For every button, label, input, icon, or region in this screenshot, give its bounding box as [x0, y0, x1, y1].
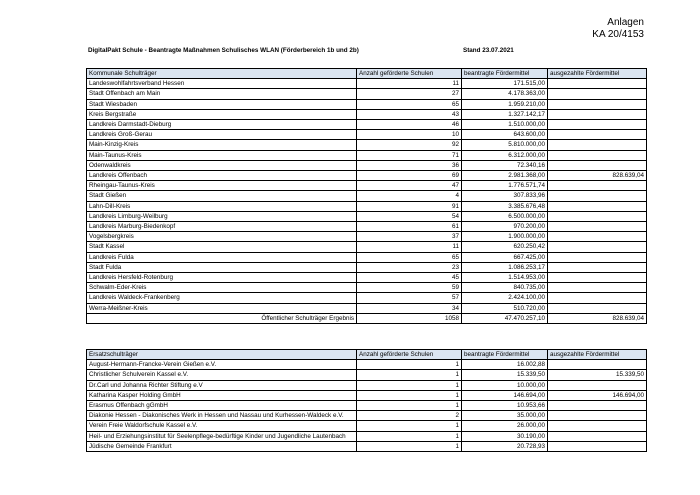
table-row	[87, 283, 647, 293]
provider-cell: Kreis Bergstraße	[87, 109, 357, 119]
paid-funds-cell	[548, 140, 647, 150]
schools-count-cell: Anzahl geförderte Schulen	[357, 350, 462, 360]
table-row	[87, 171, 647, 181]
paid-funds-cell	[548, 380, 647, 390]
schools-count-cell: 10	[357, 130, 462, 140]
table-row	[87, 262, 647, 272]
requested-funds-cell: 840.735,00	[462, 283, 548, 293]
schools-count-cell: 1	[357, 390, 462, 400]
schools-count-cell: 37	[357, 232, 462, 242]
schools-count-cell: 59	[357, 283, 462, 293]
schools-count-cell: 54	[357, 211, 462, 221]
provider-cell: Stadt Wiesbaden	[87, 99, 357, 109]
table-row	[87, 130, 647, 140]
provider-cell: Katharina Kasper Holding GmbH	[87, 390, 357, 400]
provider-cell: Christlicher Schulverein Kassel e.V.	[87, 370, 357, 380]
requested-funds-cell: 970.200,00	[462, 222, 548, 232]
requested-funds-cell: beantragte Fördermittel	[462, 350, 548, 360]
requested-funds-cell: 15.339,50	[462, 370, 548, 380]
provider-cell: Vogelsbergkreis	[87, 232, 357, 242]
total-row	[87, 313, 647, 323]
paid-funds-cell	[548, 120, 647, 130]
status-date: Stand 23.07.2021	[463, 47, 514, 54]
table-row	[87, 411, 647, 421]
public-school-providers-table	[86, 68, 647, 324]
requested-funds-cell: 3.385.676,48	[462, 201, 548, 211]
schools-count-cell: 71	[357, 150, 462, 160]
requested-funds-cell: 2.981.368,00	[462, 171, 548, 181]
schools-count-cell: 45	[357, 273, 462, 283]
paid-funds-cell	[548, 201, 647, 211]
requested-funds-cell: 2.424.100,00	[462, 293, 548, 303]
table-header-row	[87, 69, 647, 79]
requested-funds-cell: 667.425,00	[462, 252, 548, 262]
provider-cell: Stadt Fulda	[87, 262, 357, 272]
provider-cell: Öffentlicher Schulträger Ergebnis	[87, 313, 357, 323]
schools-count-cell: 1	[357, 401, 462, 411]
table-row	[87, 79, 647, 89]
schools-count-cell: 43	[357, 109, 462, 119]
paid-funds-cell	[548, 293, 647, 303]
provider-cell: Stadt Gießen	[87, 191, 357, 201]
annex-label: Anlagen	[607, 17, 644, 28]
table-row	[87, 99, 647, 109]
paid-funds-cell	[548, 150, 647, 160]
paid-funds-cell	[548, 79, 647, 89]
requested-funds-cell: 47.470.257,10	[462, 313, 548, 323]
provider-cell: Jüdische Gemeinde Frankfurt	[87, 441, 357, 451]
paid-funds-cell	[548, 242, 647, 252]
provider-cell: Odenwaldkreis	[87, 160, 357, 170]
schools-count-cell: 34	[357, 303, 462, 313]
paid-funds-cell: 828.639,04	[548, 171, 647, 181]
paid-funds-cell: 146.694,00	[548, 390, 647, 400]
provider-cell: Landkreis Hersfeld-Rotenburg	[87, 273, 357, 283]
table-row	[87, 232, 647, 242]
paid-funds-cell	[548, 431, 647, 441]
schools-count-cell: 1058	[357, 313, 462, 323]
table-row	[87, 150, 647, 160]
table-row	[87, 441, 647, 451]
table-row	[87, 120, 647, 130]
requested-funds-cell: 1.514.953,00	[462, 273, 548, 283]
table-row	[87, 211, 647, 221]
table-row	[87, 421, 647, 431]
requested-funds-cell: 1.510.000,00	[462, 120, 548, 130]
table-row	[87, 140, 647, 150]
annex-reference	[592, 17, 644, 41]
table-row	[87, 242, 647, 252]
requested-funds-cell: 1.327.142,17	[462, 109, 548, 119]
schools-count-cell: 46	[357, 120, 462, 130]
paid-funds-cell	[548, 411, 647, 421]
schools-count-cell: 11	[357, 79, 462, 89]
schools-count-cell: 11	[357, 242, 462, 252]
paid-funds-cell	[548, 109, 647, 119]
paid-funds-cell	[548, 99, 647, 109]
schools-count-cell: 1	[357, 431, 462, 441]
paid-funds-cell: 15.339,50	[548, 370, 647, 380]
schools-count-cell: 36	[357, 160, 462, 170]
schools-count-cell: 1	[357, 421, 462, 431]
requested-funds-cell: 643.600,00	[462, 130, 548, 140]
table-row	[87, 380, 647, 390]
provider-cell: Main-Kinzig-Kreis	[87, 140, 357, 150]
provider-cell: Stadt Offenbach am Main	[87, 89, 357, 99]
table-row	[87, 273, 647, 283]
table-row	[87, 293, 647, 303]
table-row	[87, 431, 647, 441]
schools-count-cell: 1	[357, 370, 462, 380]
paid-funds-cell: 828.639,04	[548, 313, 647, 323]
provider-cell: Landeswohlfahrtsverband Hessen	[87, 79, 357, 89]
provider-cell: Landkreis Darmstadt-Dieburg	[87, 120, 357, 130]
requested-funds-cell: 171.515,00	[462, 79, 548, 89]
schools-count-cell: 92	[357, 140, 462, 150]
paid-funds-cell	[548, 441, 647, 451]
provider-cell: Landkreis Offenbach	[87, 171, 357, 181]
paid-funds-cell	[548, 283, 647, 293]
paid-funds-cell	[548, 181, 647, 191]
provider-cell: Diakonie Hessen - Diakonisches Werk in Hessen und Nassau und Kurhessen-Waldeck e.V.	[87, 411, 357, 421]
paid-funds-cell	[548, 421, 647, 431]
paid-funds-cell	[548, 303, 647, 313]
provider-cell: Landkreis Marburg-Biedenkopf	[87, 222, 357, 232]
requested-funds-cell: 1.086.253,17	[462, 262, 548, 272]
table-row	[87, 222, 647, 232]
document-number: KA 20/4153	[592, 29, 644, 40]
table-header-row	[87, 350, 647, 360]
schools-count-cell: 23	[357, 262, 462, 272]
table-row	[87, 360, 647, 370]
table-row	[87, 109, 647, 119]
schools-count-cell: 47	[357, 181, 462, 191]
provider-cell: Landkreis Groß-Gerau	[87, 130, 357, 140]
paid-funds-cell	[548, 191, 647, 201]
schools-count-cell: 4	[357, 191, 462, 201]
provider-cell: Stadt Kassel	[87, 242, 357, 252]
provider-cell: Rheingau-Taunus-Kreis	[87, 181, 357, 191]
requested-funds-cell: 1.776.571,74	[462, 181, 548, 191]
table-row	[87, 191, 647, 201]
paid-funds-cell	[548, 252, 647, 262]
schools-count-cell: 57	[357, 293, 462, 303]
schools-count-cell: 1	[357, 441, 462, 451]
schools-count-cell: 65	[357, 252, 462, 262]
schools-count-cell: 91	[357, 201, 462, 211]
table-row	[87, 370, 647, 380]
table-row	[87, 181, 647, 191]
table-row	[87, 401, 647, 411]
requested-funds-cell: 35.000,00	[462, 411, 548, 421]
requested-funds-cell: 20.728,93	[462, 441, 548, 451]
provider-cell: Kommunale Schulträger	[87, 69, 357, 79]
requested-funds-cell: 510.720,00	[462, 303, 548, 313]
paid-funds-cell: ausgezahlte Fördermittel	[548, 350, 647, 360]
requested-funds-cell: 10.953,66	[462, 401, 548, 411]
provider-cell: Verein Freie Waldorfschule Kassel e.V.	[87, 421, 357, 431]
requested-funds-cell: 72.340,16	[462, 160, 548, 170]
paid-funds-cell	[548, 273, 647, 283]
provider-cell: Dr.Carl und Johanna Richter Stiftung e.V	[87, 380, 357, 390]
requested-funds-cell: 146.694,00	[462, 390, 548, 400]
paid-funds-cell	[548, 130, 647, 140]
provider-cell: Lahn-Dill-Kreis	[87, 201, 357, 211]
requested-funds-cell: 26.000,00	[462, 421, 548, 431]
provider-cell: Schwalm-Eder-Kreis	[87, 283, 357, 293]
table-row	[87, 201, 647, 211]
paid-funds-cell	[548, 211, 647, 221]
schools-count-cell: 1	[357, 360, 462, 370]
paid-funds-cell	[548, 222, 647, 232]
requested-funds-cell: 6.500.000,00	[462, 211, 548, 221]
requested-funds-cell: 1.959.210,00	[462, 99, 548, 109]
paid-funds-cell	[548, 232, 647, 242]
requested-funds-cell: 5.810.000,00	[462, 140, 548, 150]
paid-funds-cell: ausgezahlte Fördermittel	[548, 69, 647, 79]
table-row	[87, 303, 647, 313]
requested-funds-cell: 307.833,96	[462, 191, 548, 201]
schools-count-cell: 27	[357, 89, 462, 99]
provider-cell: Werra-Meißner-Kreis	[87, 303, 357, 313]
paid-funds-cell	[548, 401, 647, 411]
provider-cell: Landkreis Waldeck-Frankenberg	[87, 293, 357, 303]
provider-cell: Erasmus Offenbach gGmbH	[87, 401, 357, 411]
provider-cell: August-Hermann-Francke-Verein Gießen e.V.	[87, 360, 357, 370]
table-row	[87, 252, 647, 262]
paid-funds-cell	[548, 160, 647, 170]
requested-funds-cell: 4.178.363,00	[462, 89, 548, 99]
paid-funds-cell	[548, 360, 647, 370]
schools-count-cell: 61	[357, 222, 462, 232]
provider-cell: Landkreis Fulda	[87, 252, 357, 262]
schools-count-cell: 65	[357, 99, 462, 109]
schools-count-cell: 1	[357, 380, 462, 390]
table-row	[87, 89, 647, 99]
table-row	[87, 160, 647, 170]
requested-funds-cell: 6.312.000,00	[462, 150, 548, 160]
paid-funds-cell	[548, 262, 647, 272]
paid-funds-cell	[548, 89, 647, 99]
private-school-providers-table	[86, 349, 647, 452]
provider-cell: Ersatzschulträger	[87, 350, 357, 360]
schools-count-cell: 69	[357, 171, 462, 181]
table-row	[87, 390, 647, 400]
requested-funds-cell: 10.000,00	[462, 380, 548, 390]
schools-count-cell: 2	[357, 411, 462, 421]
schools-count-cell: Anzahl geförderte Schulen	[357, 69, 462, 79]
provider-cell: Landkreis Limburg-Weilburg	[87, 211, 357, 221]
document-title: DigitalPakt Schule - Beantragte Maßnahmen Schulisches WLAN (Förderbereich 1b und 2b)	[88, 47, 359, 54]
provider-cell: Heil- und Erziehungsinstitut für Seelenpflege-bedürftige Kinder und Jugendliche Lautenbach	[87, 431, 357, 441]
provider-cell: Main-Taunus-Kreis	[87, 150, 357, 160]
requested-funds-cell: 30.190,00	[462, 431, 548, 441]
requested-funds-cell: beantragte Fördermittel	[462, 69, 548, 79]
requested-funds-cell: 16.002,88	[462, 360, 548, 370]
requested-funds-cell: 1.900.000,00	[462, 232, 548, 242]
requested-funds-cell: 620.250,42	[462, 242, 548, 252]
